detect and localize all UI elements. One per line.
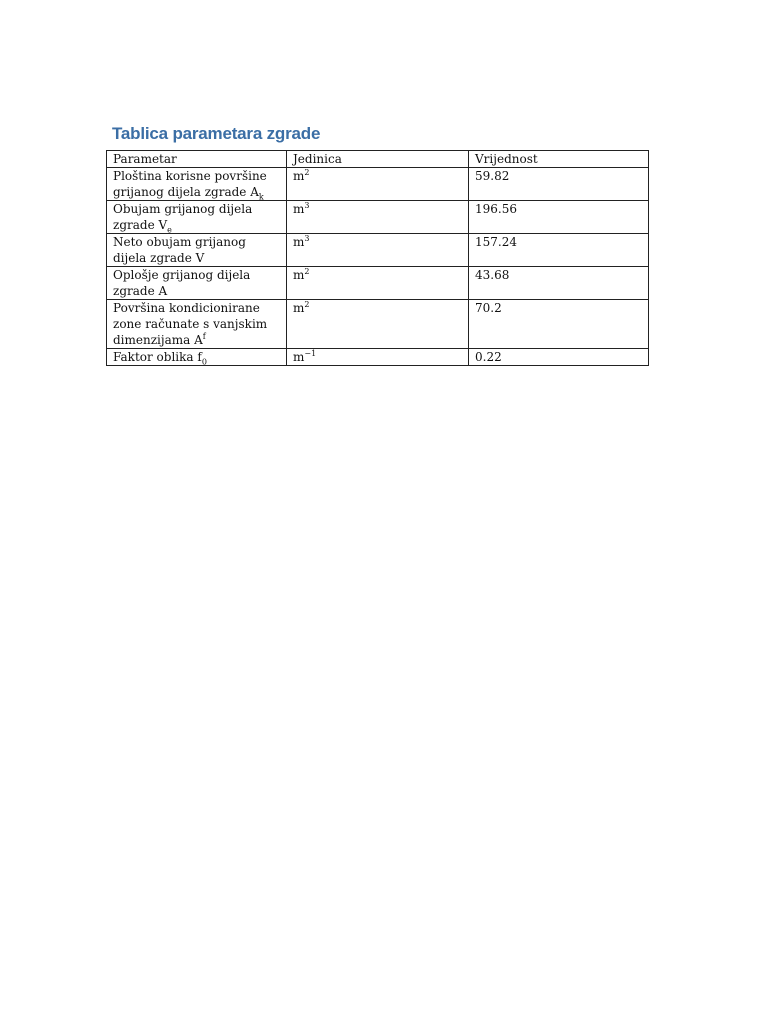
unit-base: m — [293, 268, 305, 282]
header-cell-unit: Jedinica — [287, 151, 469, 168]
value-cell: 59.82 — [469, 168, 649, 201]
parameter-superscript: f — [202, 332, 206, 341]
parameter-text: Ploština korisne površine grijanog dijela zgrade A — [113, 169, 267, 199]
value-cell: 43.68 — [469, 267, 649, 300]
parameter-text: Neto obujam grijanog dijela zgrade V — [113, 235, 246, 265]
parameters-table — [106, 150, 649, 366]
parameter-subscript: k — [258, 192, 264, 202]
parameter-cell — [107, 267, 287, 300]
table-row — [107, 201, 649, 234]
parameter-cell — [107, 168, 287, 201]
parameter-cell — [107, 349, 287, 366]
page-title: Tablica parametara zgrade — [112, 124, 321, 143]
header-cell-value: Vrijednost — [469, 151, 649, 168]
table-row — [107, 168, 649, 201]
table-row — [107, 300, 649, 349]
unit-exponent: 3 — [304, 201, 310, 210]
value-cell: 196.56 — [469, 201, 649, 234]
table-row — [107, 267, 649, 300]
unit-cell — [287, 201, 469, 234]
table-row — [107, 234, 649, 267]
unit-exponent: −1 — [304, 349, 317, 358]
unit-cell — [287, 234, 469, 267]
parameter-cell — [107, 300, 287, 349]
parameter-text: Faktor oblika f — [113, 350, 202, 364]
unit-exponent: 3 — [304, 234, 310, 243]
value-cell: 0.22 — [469, 349, 649, 366]
unit-cell — [287, 267, 469, 300]
unit-cell — [287, 349, 469, 366]
parameter-subscript: e — [167, 225, 172, 235]
parameter-text: Obujam grijanog dijela zgrade V — [113, 202, 253, 232]
unit-base: m — [293, 235, 305, 249]
unit-exponent: 2 — [304, 168, 310, 177]
parameter-cell — [107, 234, 287, 267]
unit-cell — [287, 300, 469, 349]
unit-exponent: 2 — [304, 267, 310, 276]
table-row — [107, 349, 649, 366]
value-cell: 70.2 — [469, 300, 649, 349]
value-cell: 157.24 — [469, 234, 649, 267]
parameter-subscript: 0 — [201, 357, 207, 367]
unit-base: m — [293, 301, 305, 315]
table-header-row — [107, 151, 649, 168]
unit-base: m — [293, 350, 305, 364]
parameter-text: Oplošje grijanog dijela zgrade A — [113, 268, 251, 298]
parameter-text: Površina kondicionirane zone računate s vanjskim dimenzijama A — [113, 301, 268, 347]
parameter-cell — [107, 201, 287, 234]
unit-cell — [287, 168, 469, 201]
unit-exponent: 2 — [304, 300, 310, 309]
header-cell-parameter: Parametar — [107, 151, 287, 168]
unit-base: m — [293, 169, 305, 183]
unit-base: m — [293, 202, 305, 216]
